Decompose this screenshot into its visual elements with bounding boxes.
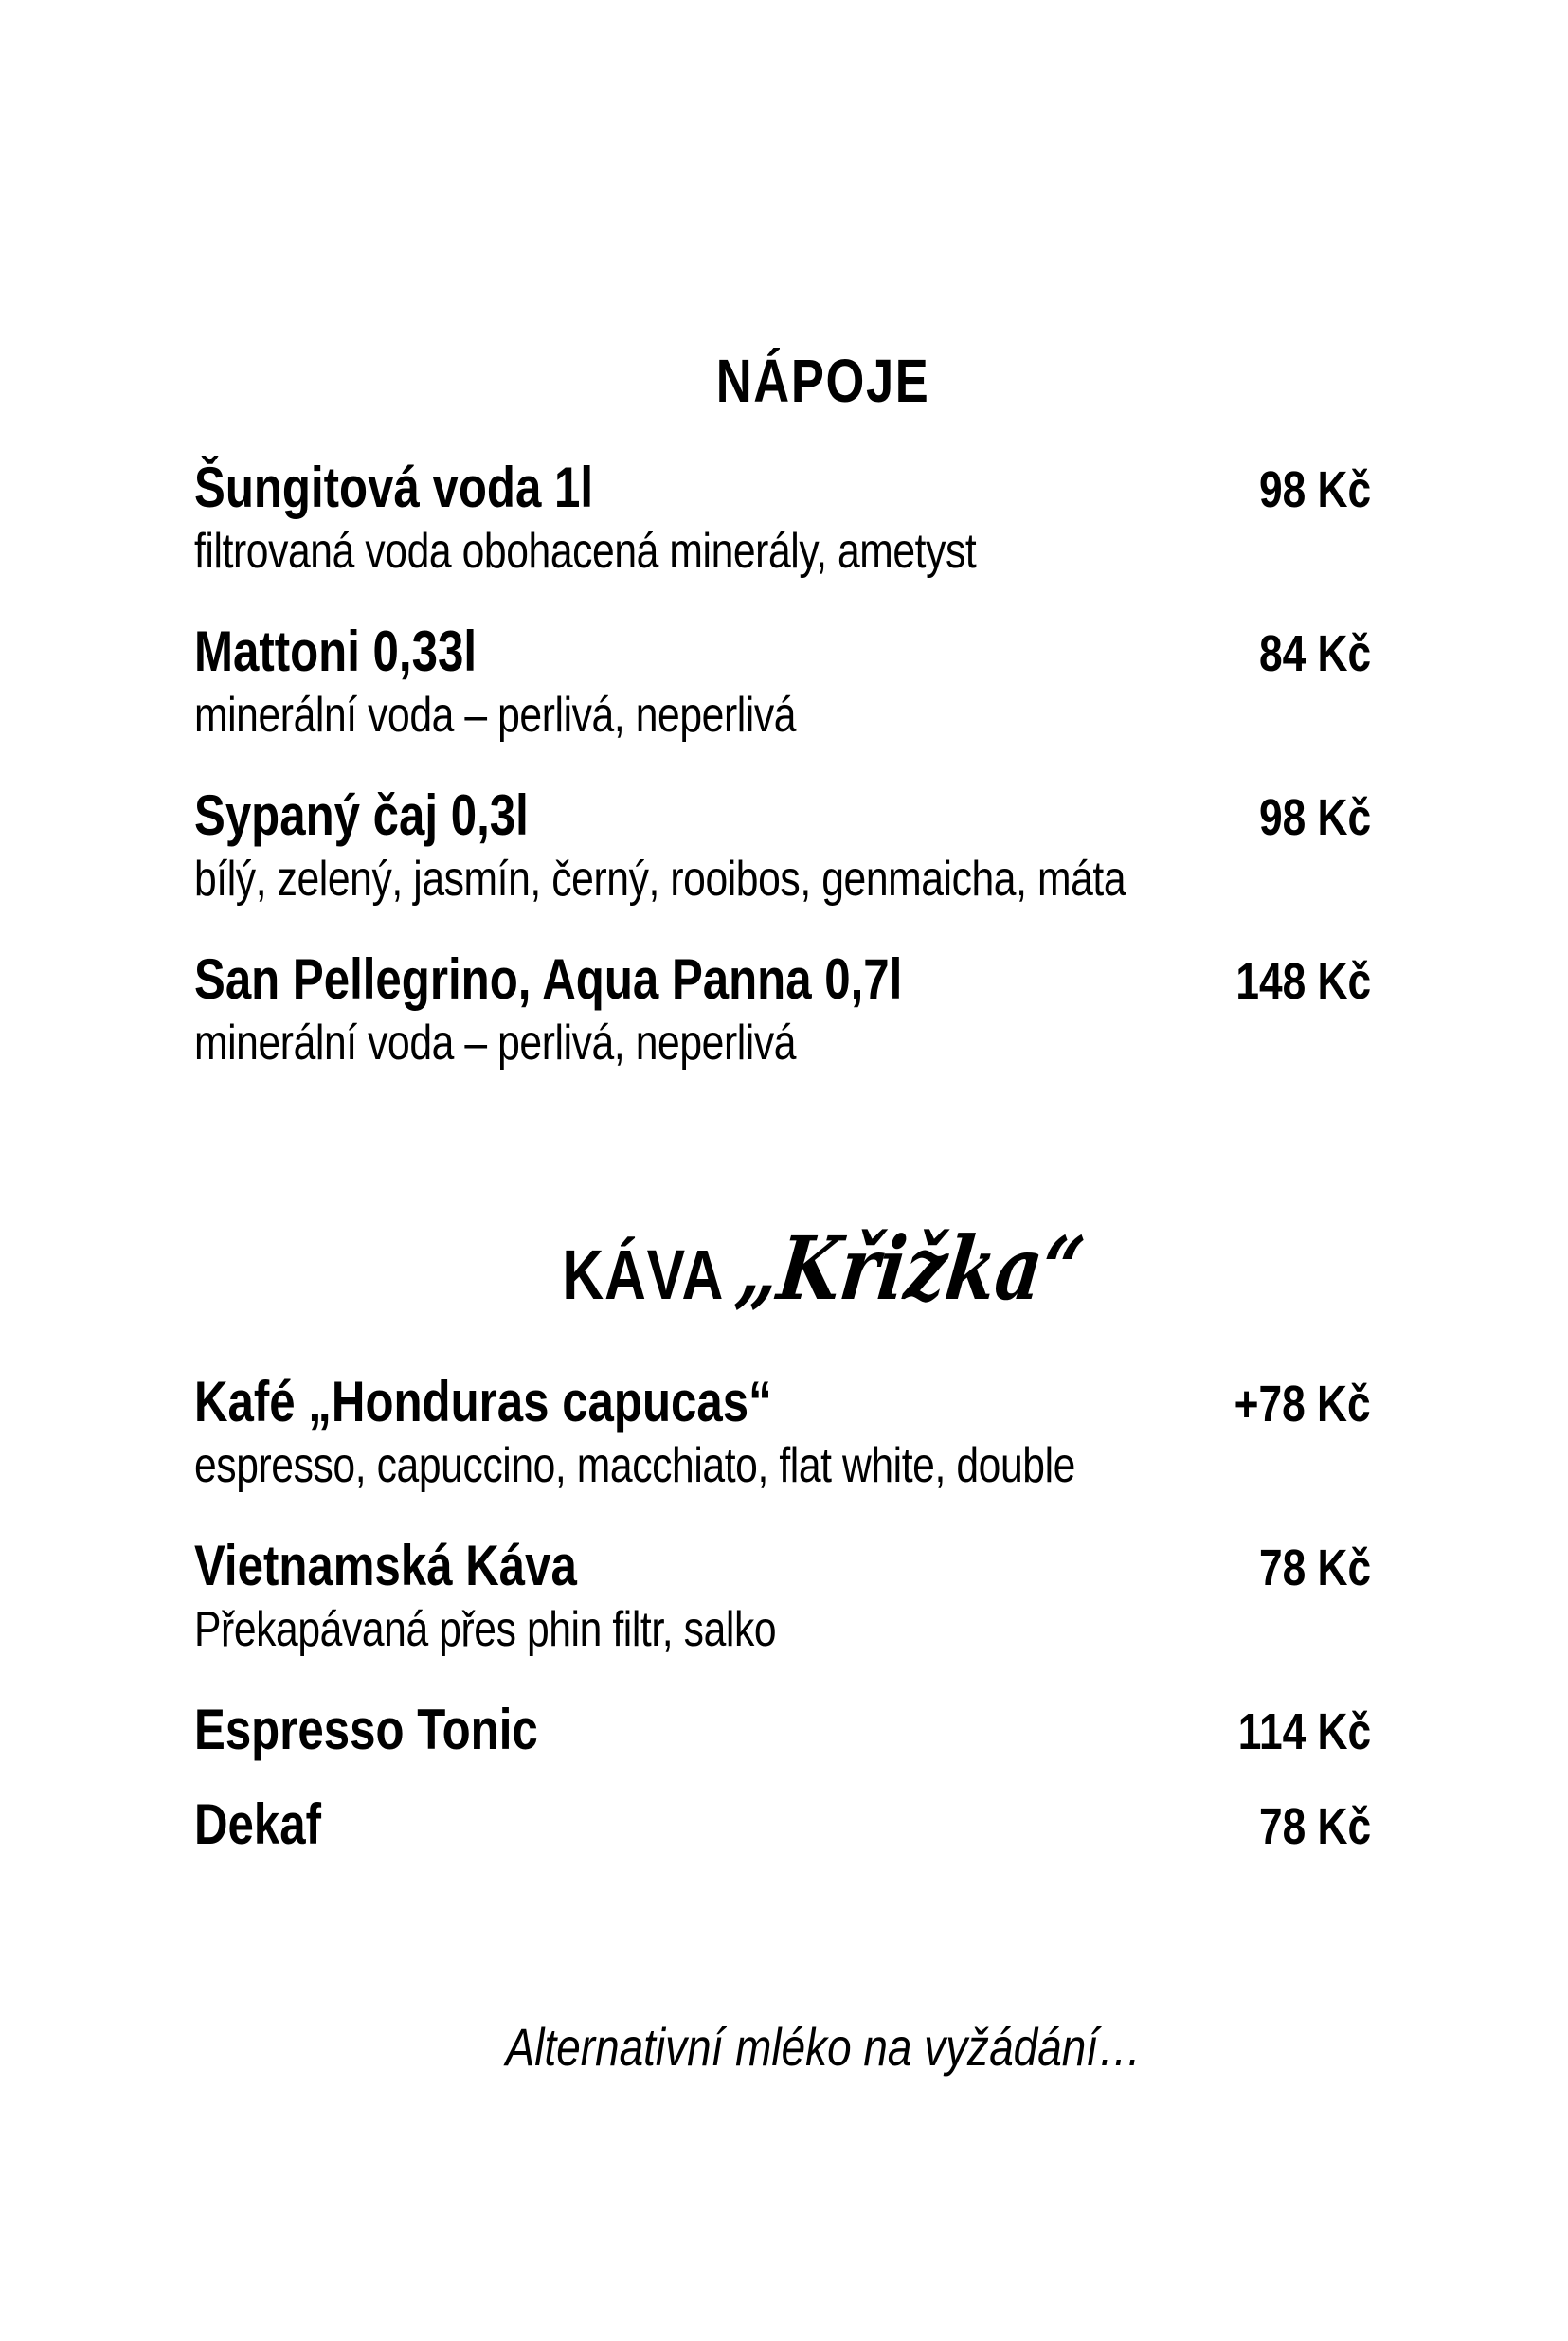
- item-description: Překapávaná přes phin filtr, salko: [194, 1602, 777, 1657]
- menu-item-san-pellegrino: [194, 948, 1371, 1074]
- item-price: 114 Kč: [1237, 1703, 1371, 1760]
- item-name: Espresso Tonic: [194, 1698, 538, 1761]
- item-name: Kafé „Honduras capucas“: [194, 1370, 772, 1433]
- item-row: [194, 621, 1371, 685]
- item-name: Šungitová voda 1l: [194, 456, 594, 519]
- item-price: 148 Kč: [1235, 953, 1371, 1010]
- item-price: 98 Kč: [1258, 789, 1371, 846]
- menu-item-dekaf: [194, 1793, 1371, 1858]
- item-description: minerální voda – perlivá, neperlivá: [194, 688, 797, 743]
- menu-item-mattoni: [194, 621, 1371, 747]
- item-description: filtrovaná voda obohacená minerály, ametyst: [194, 524, 977, 579]
- item-price: +78 Kč: [1234, 1376, 1371, 1432]
- item-price: 78 Kč: [1258, 1798, 1371, 1855]
- item-description: bílý, zelený, jasmín, černý, rooibos, genmaicha, máta: [194, 852, 1126, 907]
- item-row: [194, 784, 1371, 849]
- section-title-kava-text: [562, 1216, 1090, 1327]
- footer-note-text: Alternativní mléko na vyžádání…: [505, 2017, 1142, 2077]
- item-price: 84 Kč: [1258, 625, 1371, 682]
- section-title-kava: [276, 1216, 1371, 1327]
- item-name: Vietnamská Káva: [194, 1534, 577, 1597]
- section-title-napoje-text: NÁPOJE: [716, 347, 930, 415]
- item-row: [194, 457, 1371, 521]
- menu-item-sungitova-voda: [194, 457, 1371, 583]
- item-row: [194, 1535, 1371, 1599]
- footer-note: [276, 2014, 1371, 2080]
- item-row: [194, 948, 1371, 1013]
- item-name: San Pellegrino, Aqua Panna 0,7l: [194, 947, 903, 1011]
- item-description: espresso, capuccino, macchiato, flat white, double: [194, 1438, 1075, 1493]
- item-name: Dekaf: [194, 1792, 322, 1856]
- section-title-kava-word: KÁVA: [562, 1235, 725, 1314]
- section-title-napoje: [276, 347, 1371, 415]
- menu-item-sypany-caj: [194, 784, 1371, 910]
- item-row: [194, 1371, 1371, 1435]
- item-name: Mattoni 0,33l: [194, 620, 477, 683]
- item-description: minerální voda – perlivá, neperlivá: [194, 1016, 797, 1071]
- menu-content: [0, 347, 1568, 2080]
- item-price: 98 Kč: [1258, 461, 1371, 518]
- section-title-kava-script: „Křižka“: [732, 1217, 1090, 1320]
- item-row: [194, 1699, 1371, 1763]
- item-name: Sypaný čaj 0,3l: [194, 783, 529, 847]
- menu-item-kafe-honduras: [194, 1371, 1371, 1497]
- menu-item-vietnamska-kava: [194, 1535, 1371, 1661]
- item-price: 78 Kč: [1258, 1540, 1371, 1596]
- menu-item-espresso-tonic: [194, 1699, 1371, 1763]
- item-row: [194, 1793, 1371, 1858]
